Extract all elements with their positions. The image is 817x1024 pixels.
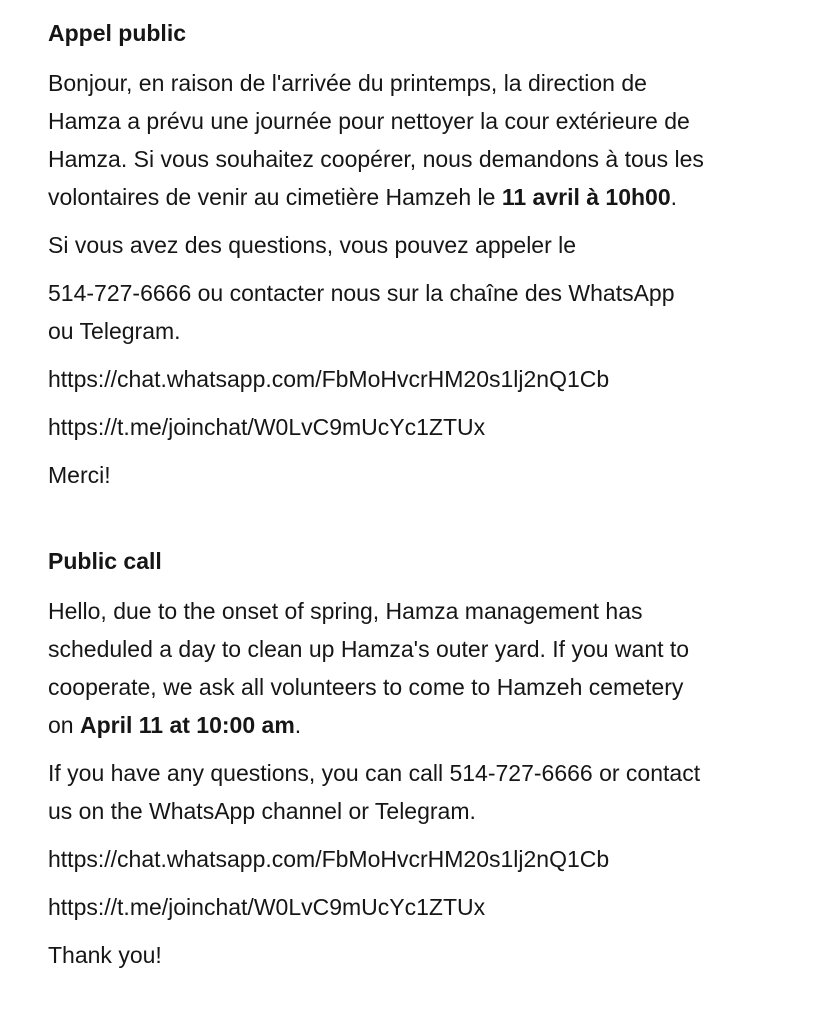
- english-intro-paragraph: [48, 592, 769, 744]
- telegram-link-text: https://t.me/joinchat/W0LvC9mUcYc1ZTUx: [48, 894, 486, 920]
- text-line: scheduled a day to clean up Hamza's outer yard. If you want to: [48, 636, 690, 662]
- phone-number-line: 514-727-6666 ou contacter nous sur la chaîne des WhatsApp: [48, 280, 675, 306]
- text-line: [48, 706, 769, 744]
- french-section: [48, 14, 769, 494]
- text-line: ou Telegram.: [48, 318, 181, 344]
- closing-text: Merci!: [48, 462, 111, 488]
- text-line: Hamza. Si vous souhaitez coopérer, nous demandons à tous les: [48, 146, 704, 172]
- french-contact-paragraph: [48, 274, 769, 350]
- french-whatsapp-link-paragraph: [48, 360, 769, 398]
- english-heading: Public call: [48, 548, 162, 574]
- english-section: [48, 542, 769, 974]
- english-telegram-link-paragraph: [48, 888, 769, 926]
- text-run: volontaires de venir au cimetière Hamzeh le: [48, 184, 502, 210]
- english-whatsapp-link-paragraph: [48, 840, 769, 878]
- french-telegram-link-paragraph: [48, 408, 769, 446]
- text-run: .: [670, 184, 678, 210]
- text-line: Bonjour, en raison de l'arrivée du printemps, la direction de: [48, 70, 647, 96]
- french-questions-paragraph: [48, 226, 769, 264]
- english-closing-paragraph: [48, 936, 769, 974]
- french-intro-paragraph: [48, 64, 769, 216]
- english-date-time-bold: April 11 at 10:00 am: [79, 712, 295, 738]
- closing-text: Thank you!: [48, 942, 162, 968]
- text-line: Hello, due to the onset of spring, Hamza management has: [48, 598, 643, 624]
- phone-number-line: If you have any questions, you can call 514-727-6666 or contact: [48, 760, 701, 786]
- whatsapp-link-text: https://chat.whatsapp.com/FbMoHvcrHM20s1lj2nQ1Cb: [48, 366, 610, 392]
- section-spacer: [48, 504, 769, 542]
- french-date-time-bold: 11 avril à 10h00: [501, 184, 671, 210]
- text-line: Si vous avez des questions, vous pouvez appeler le: [48, 232, 577, 258]
- text-line: cooperate, we ask all volunteers to come to Hamzeh cemetery: [48, 674, 684, 700]
- telegram-link-text: https://t.me/joinchat/W0LvC9mUcYc1ZTUx: [48, 414, 486, 440]
- english-contact-paragraph: [48, 754, 769, 830]
- text-run: .: [294, 712, 302, 738]
- text-line: Hamza a prévu une journée pour nettoyer la cour extérieure de: [48, 108, 690, 134]
- text-line: us on the WhatsApp channel or Telegram.: [48, 798, 476, 824]
- french-heading: Appel public: [48, 20, 186, 46]
- french-closing-paragraph: [48, 456, 769, 494]
- whatsapp-link-text: https://chat.whatsapp.com/FbMoHvcrHM20s1lj2nQ1Cb: [48, 846, 610, 872]
- text-line: [48, 178, 769, 216]
- text-run: on: [48, 712, 80, 738]
